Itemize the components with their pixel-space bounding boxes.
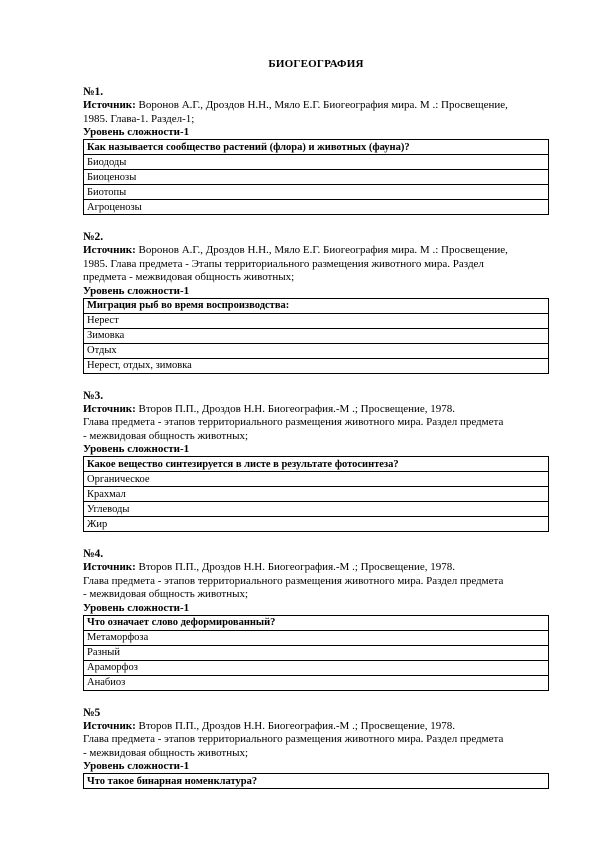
source-line <box>83 720 549 734</box>
question-block <box>83 389 549 533</box>
answer-option: Анабиоз <box>84 675 549 690</box>
question-text: Что такое бинарная номенклатура? <box>84 774 549 789</box>
answer-row <box>84 313 549 328</box>
answer-row <box>84 472 549 487</box>
question-text: Миграция рыб во время воспроизводства: <box>84 298 549 313</box>
answer-row <box>84 630 549 645</box>
question-text: Какое вещество синтезируется в листе в результате фотосинтеза? <box>84 457 549 472</box>
question-table <box>83 456 549 532</box>
question-row <box>84 774 549 789</box>
answer-row <box>84 358 549 373</box>
source-citation <box>83 403 549 444</box>
question-number: №3. <box>83 389 104 402</box>
question-block <box>83 85 549 215</box>
source-line <box>83 575 549 589</box>
source-text: 1985. Глава-1. Раздел-1; <box>83 112 195 125</box>
source-text: - межвидовая общность животных; <box>83 429 249 442</box>
answer-row <box>84 502 549 517</box>
source-citation <box>83 99 549 126</box>
source-text: Второв П.П., Дроздов Н.Н. Биогеография.-М .; Просвещение, 1978. <box>138 719 455 732</box>
source-line <box>83 416 549 430</box>
answer-row <box>84 675 549 690</box>
source-text: предмета - межвидовая общность животных; <box>83 271 295 283</box>
source-text: Второв П.П., Дроздов Н.Н. Биогеография.-М .; Просвещение, 1978. <box>138 402 455 415</box>
answer-row <box>84 487 549 502</box>
source-line <box>83 403 549 417</box>
answer-option: Биотопы <box>84 185 549 200</box>
answer-row <box>84 660 549 675</box>
source-text: Воронов А.Г., Дроздов Н.Н., Мяло Е.Г. Биогеография мира. М .: Просвещение, <box>138 99 508 111</box>
source-text: Второв П.П., Дроздов Н.Н. Биогеография.-М .; Просвещение, 1978. <box>138 561 455 573</box>
question-block <box>83 230 549 374</box>
source-line <box>83 271 549 285</box>
source-text: - межвидовая общность животных; <box>83 588 249 600</box>
question-row <box>84 615 549 630</box>
difficulty-level: Уровень сложности-1 <box>83 601 190 614</box>
answer-option: Углеводы <box>84 502 549 517</box>
answer-row <box>84 170 549 185</box>
answer-option: Биоценозы <box>84 170 549 185</box>
source-text: Глава предмета - этапов территориального размещения животного мира. Раздел предмета <box>83 416 504 428</box>
question-table <box>83 615 549 691</box>
source-line <box>83 747 549 761</box>
answer-option: Разный <box>84 645 549 660</box>
answer-option: Метаморфоза <box>84 630 549 645</box>
source-line <box>83 244 549 258</box>
question-number: №2. <box>83 231 104 243</box>
source-line <box>83 113 549 127</box>
source-citation <box>83 720 549 761</box>
source-line <box>83 99 549 113</box>
document-page <box>83 58 549 804</box>
answer-option: Нерест, отдых, зимовка <box>84 358 549 373</box>
answer-row <box>84 185 549 200</box>
question-number: №1. <box>83 86 104 98</box>
question-table <box>83 773 549 789</box>
answer-option: Крахмал <box>84 487 549 502</box>
question-row <box>84 140 549 155</box>
answer-option: Биододы <box>84 155 549 170</box>
question-row <box>84 457 549 472</box>
question-table <box>83 298 549 374</box>
answer-row <box>84 343 549 358</box>
source-label: Источник: <box>83 719 136 732</box>
source-line <box>83 588 549 602</box>
source-text: Глава предмета - этапов территориального размещения животного мира. Раздел предмета <box>83 574 504 587</box>
question-number: №5 <box>83 706 101 719</box>
document-title: БИОГЕОГРАФИЯ <box>268 58 364 70</box>
source-label: Источник: <box>83 402 136 415</box>
difficulty-level: Уровень сложности-1 <box>83 760 190 772</box>
question-text: Как называется сообщество растений (флора) и животных (фауна)? <box>84 140 549 155</box>
source-citation <box>83 244 549 285</box>
source-line <box>83 733 549 747</box>
answer-row <box>84 200 549 215</box>
answer-option: Отдых <box>84 343 549 358</box>
source-text: 1985. Глава предмета - Этапы территориального размещения животного мира. Раздел <box>83 257 484 270</box>
answer-option: Жир <box>84 517 549 532</box>
source-text: Воронов А.Г., Дроздов Н.Н., Мяло Е.Г. Биогеография мира. М .: Просвещение, <box>138 244 508 256</box>
answer-row <box>84 155 549 170</box>
source-label: Источник: <box>83 99 136 111</box>
question-table <box>83 139 549 215</box>
question-list <box>83 85 549 789</box>
source-line <box>83 561 549 575</box>
difficulty-level: Уровень сложности-1 <box>83 126 190 138</box>
question-text: Что означает слово деформированный? <box>84 615 549 630</box>
difficulty-level: Уровень сложности-1 <box>83 284 190 297</box>
source-label: Источник: <box>83 244 136 256</box>
source-line <box>83 258 549 272</box>
answer-option: Араморфоз <box>84 660 549 675</box>
source-citation <box>83 561 549 602</box>
question-block <box>83 547 549 691</box>
answer-row <box>84 645 549 660</box>
question-block <box>83 706 549 790</box>
source-text: - межвидовая общность животных; <box>83 746 249 759</box>
question-row <box>84 298 549 313</box>
source-label: Источник: <box>83 561 136 573</box>
answer-option: Органическое <box>84 472 549 487</box>
question-number: №4. <box>83 548 104 560</box>
difficulty-level: Уровень сложности-1 <box>83 443 190 455</box>
source-line <box>83 430 549 444</box>
answer-option: Агроценозы <box>84 200 549 215</box>
answer-option: Нерест <box>84 313 549 328</box>
answer-row <box>84 517 549 532</box>
answer-option: Зимовка <box>84 328 549 343</box>
source-text: Глава предмета - этапов территориального размещения животного мира. Раздел предмета <box>83 733 504 745</box>
answer-row <box>84 328 549 343</box>
